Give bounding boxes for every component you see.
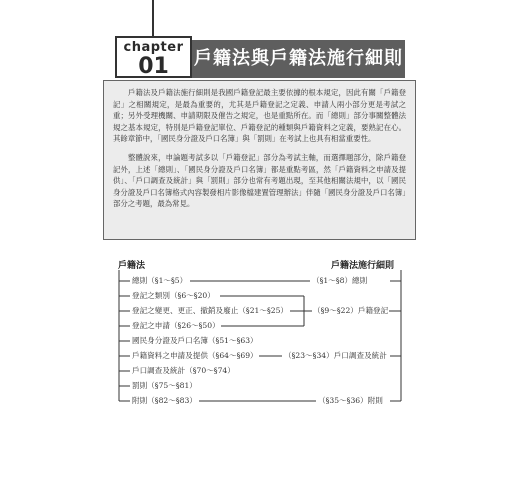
left-row-census: 戶口調查及統計（§70～§74） bbox=[132, 366, 235, 375]
right-row-census: （§23～§34）戶口調查及統計 bbox=[284, 351, 387, 360]
chapter-label: chapter bbox=[123, 40, 184, 55]
summary-paragraph: 整體說來，申論題考試多以「戶籍登記」部分為考試主軸，而選擇題部分，除戶籍登記外，上述「總則」、「國民身分證及戶口名簿」都是重點考區，然「戶籍資料之申請及提供」、「戶口調查及統計」與「罰則」部分也常有考題出現，至其他相關法規中，以「國民身分證及戶口名簿格式內容製發相片影像檔建置管理辦法」伴隨「國民身分證及戶口名簿」部分之考題，最為常見。 bbox=[113, 152, 406, 209]
left-row-records-provision: 戶籍資料之申請及提供（§64～§69） bbox=[132, 351, 258, 360]
left-header: 戶籍法 bbox=[118, 261, 146, 271]
left-row-general: 總則（§1～§5） bbox=[132, 276, 188, 285]
right-header: 戶籍法施行細則 bbox=[331, 261, 395, 271]
left-row-penalties: 罰則（§75～§81） bbox=[132, 381, 197, 390]
left-row-registration-changes: 登記之變更、更正、撤銷及廢止（§21～§25） bbox=[132, 306, 289, 315]
right-row-supplementary: （§35～§36）附則 bbox=[318, 396, 383, 405]
left-row-registration-types: 登記之類別（§6～§20） bbox=[132, 291, 215, 300]
left-row-registration-application: 登記之申請（§26～§50） bbox=[132, 321, 220, 330]
chapter-title: 戶籍法與戶籍法施行細則 bbox=[192, 40, 405, 78]
left-row-id-card: 國民身分證及戶口名簿（§51～§63） bbox=[132, 336, 258, 345]
chapter-number: 01 bbox=[138, 54, 169, 79]
left-row-supplementary: 附則（§82～§83） bbox=[132, 396, 197, 405]
right-row-registration: （§9～§22）戶籍登記 bbox=[313, 306, 389, 315]
right-row-general: （§1～§8）總則 bbox=[312, 276, 368, 285]
summary-paragraph: 戶籍法及戶籍法施行細則是我國戶籍登記最主要依據的根本規定，因此有關「戶籍登記」之相關規定，是最為重要的，尤其是戶籍登記之定義、申請人兩小部分更是考試之重；另外受理機關、申請期限及催告之規定，也是重點所在。而「總則」部分事關整體法規之基本規定，特別是戶籍登記單位、戶籍登記的種類與戶籍資料之定義，要熟記在心。其餘章節中，「國民身分證及戶口名簿」與「罰則」在考試上也具有相當重要性。 bbox=[113, 88, 406, 144]
